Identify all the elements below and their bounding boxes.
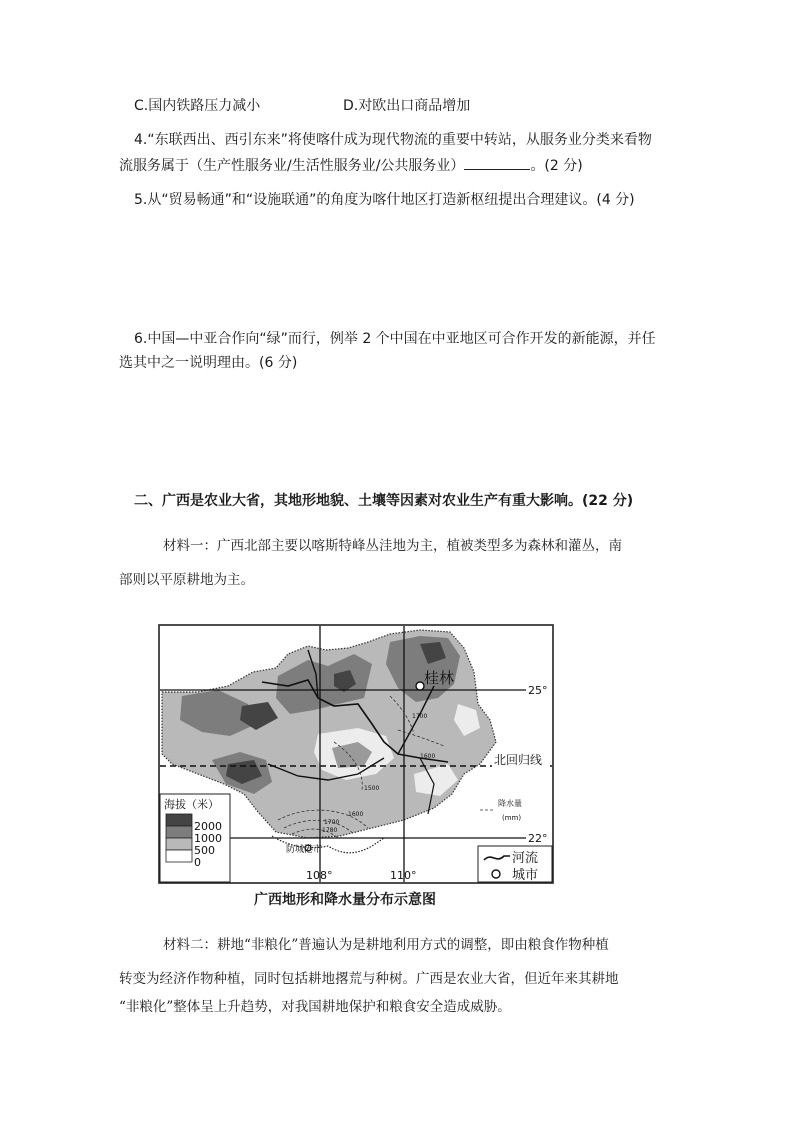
map-caption: 广西地形和降水量分布示意图 [254,892,436,908]
q6-line1: 6.中国—中亚合作向“绿”而行，例举 2 个中国在中亚地区可合作开发的新能源，并任 [134,331,656,347]
lon-108-label: 108° [306,869,333,882]
material2-line2: 转变为经济作物种植，同时包括耕地撂荒与种树。广西是农业大省，但近年来其耕地 [119,971,619,987]
elevation-level-1000: 1000 [194,832,222,845]
isohyet-label-1700-south: 1700 [324,819,340,826]
material1-line2: 部则以平原耕地为主。 [119,572,254,588]
elevation-swatch-0 [166,850,192,862]
q5-line1: 5.从“贸易畅通”和“设施联通”的角度为喀什地区打造新枢纽提出合理建议。(4 分) [134,192,635,208]
elevation-level-500: 500 [194,844,215,857]
material2-line3: “非粮化”整体呈上升趋势，对我国耕地保护和粮食安全造成威胁。 [119,999,511,1015]
lat-25-label: 25° [528,684,548,697]
q4-line2-score: 。(2 分) [530,158,583,174]
legend-city: 城市 [512,868,539,883]
city-legend-icon [492,870,500,878]
isohyet-label-1600-south: 1600 [348,811,364,818]
q4-line2-text: 流服务属于（生产性服务业/生活性服务业/公共服务业） [119,158,465,174]
elevation-legend-title: 海拔（米） [164,798,219,811]
q4-line1: 4.“东联西出、西引东来”将使喀什成为现代物流的重要中转站，从服务业分类来看物 [134,132,652,148]
city-fangchenggang-label: 防城港市 [286,845,323,855]
elevation-swatch-500 [166,838,192,850]
q4-answer-blank[interactable] [464,155,530,170]
legend-river: 河流 [512,851,539,866]
guangxi-terrain-precip-map [158,624,554,886]
q3-option-c: C.国内铁路压力减小 [134,98,261,114]
q4-line2 [119,155,583,176]
isohyet-label-1780: 1780 [322,827,338,834]
q3-option-d: D.对欧出口商品增加 [343,98,471,114]
precip-legend-title: 降水量 [498,799,522,808]
q6-line2: 选其中之一说明理由。(6 分) [119,355,298,371]
material2-line1: 材料二：耕地“非粮化”普遍认为是耕地利用方式的调整，即由粮食作物种植 [163,937,609,953]
elevation-level-2000: 2000 [194,820,222,833]
city-guilin-marker [416,682,424,690]
section2-heading: 二、广西是农业大省，其地形地貌、土壤等因素对农业生产有重大影响。(22 分) [134,493,634,509]
lon-110-label: 110° [390,869,417,882]
isohyet-label-1500: 1500 [364,785,380,792]
isohyet-label-1700: 1700 [412,713,428,720]
material1-line1: 材料一：广西北部主要以喀斯特峰丛洼地为主，植被类型多为森林和灌丛，南 [163,538,622,554]
precip-legend-unit: (mm) [502,814,522,822]
elevation-swatch-2000 [166,814,192,826]
isohyet-label-1600: 1600 [420,753,436,760]
elevation-level-0: 0 [194,856,201,869]
elevation-swatch-1000 [166,826,192,838]
city-guilin-label: 桂林 [424,669,455,687]
tropic-label: 北回归线 [494,753,543,767]
lat-22-label: 22° [528,832,548,845]
